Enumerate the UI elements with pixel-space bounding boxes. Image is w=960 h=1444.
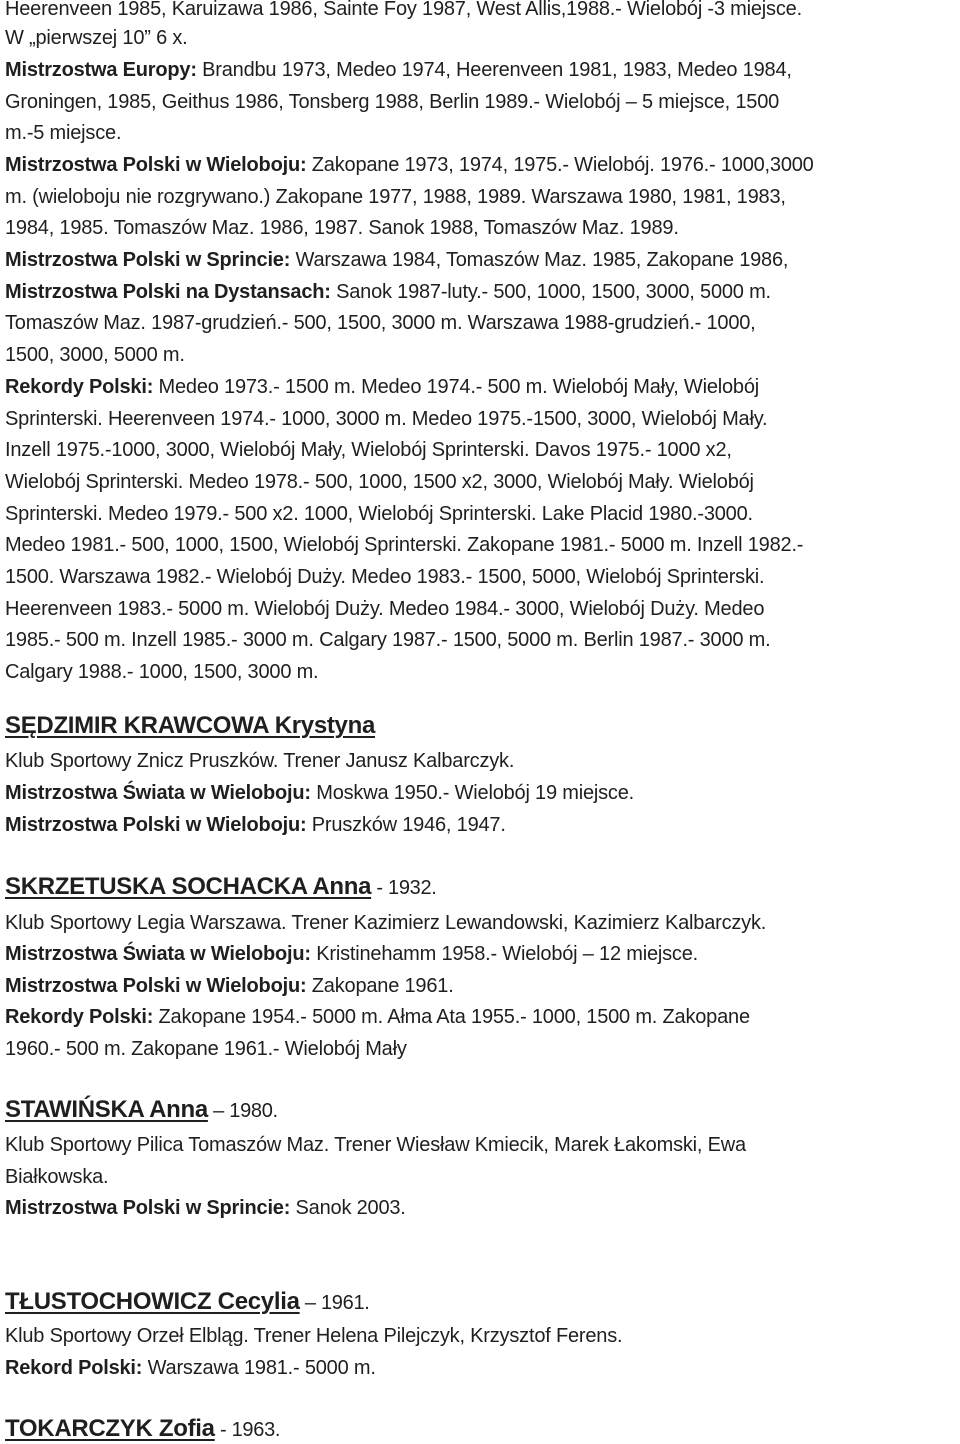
section-text: Warszawa 1981.- 5000 m. [142,1357,376,1379]
section-label: Mistrzostwa Świata w Wieloboju: [5,782,311,804]
section-text: Warszawa 1984, Tomaszów Maz. 1985, Zakopane 1986, [290,249,789,271]
section-text: Pruszków 1946, 1947. [306,814,506,836]
athlete-birth-year: - 1932. [371,877,437,899]
text-line [5,279,771,305]
section-text: Brandbu 1973, Medeo 1974, Heerenveen 1981, 1983, Medeo 1984, [196,59,792,81]
text-line [5,973,454,999]
text-line: Sprinterski. Heerenveen 1974.- 1000, 3000 m. Medeo 1975.-1500, 3000, Wielobój Mały. [5,408,768,430]
section-text: Sanok 2003. [290,1197,406,1219]
text-line: Klub Sportowy Pilica Tomaszów Maz. Trener Wiesław Kmiecik, Marek Łakomski, Ewa [5,1134,746,1156]
text-line: m. (wieloboju nie rozgrywano.) Zakopane 1977, 1988, 1989. Warszawa 1980, 1981, 1983, [5,186,786,208]
athlete-name: STAWIŃSKA Anna [5,1096,208,1123]
text-line [5,941,698,967]
athlete-heading [5,1289,370,1316]
text-line [5,374,759,400]
text-line: Heerenveen 1985, Karuizawa 1986, Sainte Foy 1987, West Allis,1988.- Wielobój -3 miejsce. [5,0,802,20]
text-line: 1984, 1985. Tomaszów Maz. 1986, 1987. Sanok 1988, Tomaszów Maz. 1989. [5,217,679,239]
section-label: Mistrzostwa Polski w Wieloboju: [5,154,307,176]
text-line: Wielobój Sprinterski. Medeo 1978.- 500, 1000, 1500 x2, 3000, Wielobój Mały. Wielobój [5,471,754,493]
text-line: Sprinterski. Medeo 1979.- 500 x2. 1000, Wielobój Sprinterski. Lake Placid 1980.-3000. [5,503,753,525]
section-label: Mistrzostwa Polski na Dystansach: [5,281,331,303]
section-text: Moskwa 1950.- Wielobój 19 miejsce. [310,782,635,804]
athlete-heading [5,874,437,901]
text-line: Klub Sportowy Legia Warszawa. Trener Kazimierz Lewandowski, Kazimierz Kalbarczyk. [5,912,767,934]
text-line [5,152,814,178]
text-line: 1960.- 500 m. Zakopane 1961.- Wielobój Mały [5,1038,407,1060]
text-line: 1500. Warszawa 1982.- Wielobój Duży. Medeo 1983.- 1500, 5000, Wielobój Sprinterski. [5,566,765,588]
athlete-birth-year: - 1963. [214,1419,281,1441]
text-line: m.-5 miejsce. [5,122,122,144]
section-label: Rekord Polski: [5,1357,143,1379]
text-line [5,1355,376,1381]
section-label: Mistrzostwa Świata w Wieloboju: [5,943,311,965]
section-label: Mistrzostwa Europy: [5,59,197,81]
section-text: Zakopane 1954.- 5000 m. Ałma Ata 1955.- 1000, 1500 m. Zakopane [153,1006,750,1028]
text-line: Calgary 1988.- 1000, 1500, 3000 m. [5,661,319,683]
section-label: Mistrzostwa Polski w Sprincie: [5,249,291,271]
athlete-name: SKRZETUSKA SOCHACKA Anna [5,873,372,900]
text-line [5,1004,750,1030]
section-label: Mistrzostwa Polski w Wieloboju: [5,814,307,836]
text-line [5,247,788,273]
text-line [5,812,506,838]
text-line: 1985.- 500 m. Inzell 1985.- 3000 m. Calgary 1987.- 1500, 5000 m. Berlin 1987.- 3000 m. [5,629,771,651]
text-line: Tomaszów Maz. 1987-grudzień.- 500, 1500, 3000 m. Warszawa 1988-grudzień.- 1000, [5,312,756,334]
text-line: Białkowska. [5,1166,109,1188]
text-line [5,57,792,83]
text-line [5,780,634,806]
text-line: 1500, 3000, 5000 m. [5,344,185,366]
athlete-birth-year: – 1961. [299,1292,370,1314]
athlete-heading [5,1097,278,1124]
section-text: Medeo 1973.- 1500 m. Medeo 1974.- 500 m. Wielobój Mały, Wielobój [153,376,760,398]
text-line: Heerenveen 1983.- 5000 m. Wielobój Duży. Medeo 1984.- 3000, Wielobój Duży. Medeo [5,598,765,620]
section-text: Sanok 1987-luty.- 500, 1000, 1500, 3000, 5000 m. [330,281,771,303]
text-line: Inzell 1975.-1000, 3000, Wielobój Mały, Wielobój Sprinterski. Davos 1975.- 1000 x2, [5,439,732,461]
athlete-heading [5,1416,280,1443]
section-label: Mistrzostwa Polski w Sprincie: [5,1197,291,1219]
athlete-name: TOKARCZYK Zofia [5,1415,215,1442]
section-label: Mistrzostwa Polski w Wieloboju: [5,975,307,997]
athlete-heading [5,713,375,739]
text-line: W „pierwszej 10” 6 x. [5,27,188,49]
text-line: Groningen, 1985, Geithus 1986, Tonsberg 1988, Berlin 1989.- Wielobój – 5 miejsce, 1500 [5,91,780,113]
athlete-birth-year: – 1980. [207,1100,278,1122]
section-label: Rekordy Polski: [5,376,154,398]
athlete-name: TŁUSTOCHOWICZ Cecylia [5,1288,300,1315]
text-line: Medeo 1981.- 500, 1000, 1500, Wielobój Sprinterski. Zakopane 1981.- 5000 m. Inzell 1982.- [5,534,804,556]
section-label: Rekordy Polski: [5,1006,154,1028]
section-text: Zakopane 1973, 1974, 1975.- Wielobój. 1976.- 1000,3000 [306,154,814,176]
text-line: Klub Sportowy Znicz Pruszków. Trener Janusz Kalbarczyk. [5,750,515,772]
text-line: Klub Sportowy Orzeł Elbląg. Trener Helena Pilejczyk, Krzysztof Ferens. [5,1325,623,1347]
athlete-name: SĘDZIMIR KRAWCOWA Krystyna [5,712,376,739]
section-text: Kristinehamm 1958.- Wielobój – 12 miejsce. [310,943,698,965]
text-line [5,1195,406,1221]
section-text: Zakopane 1961. [306,975,454,997]
